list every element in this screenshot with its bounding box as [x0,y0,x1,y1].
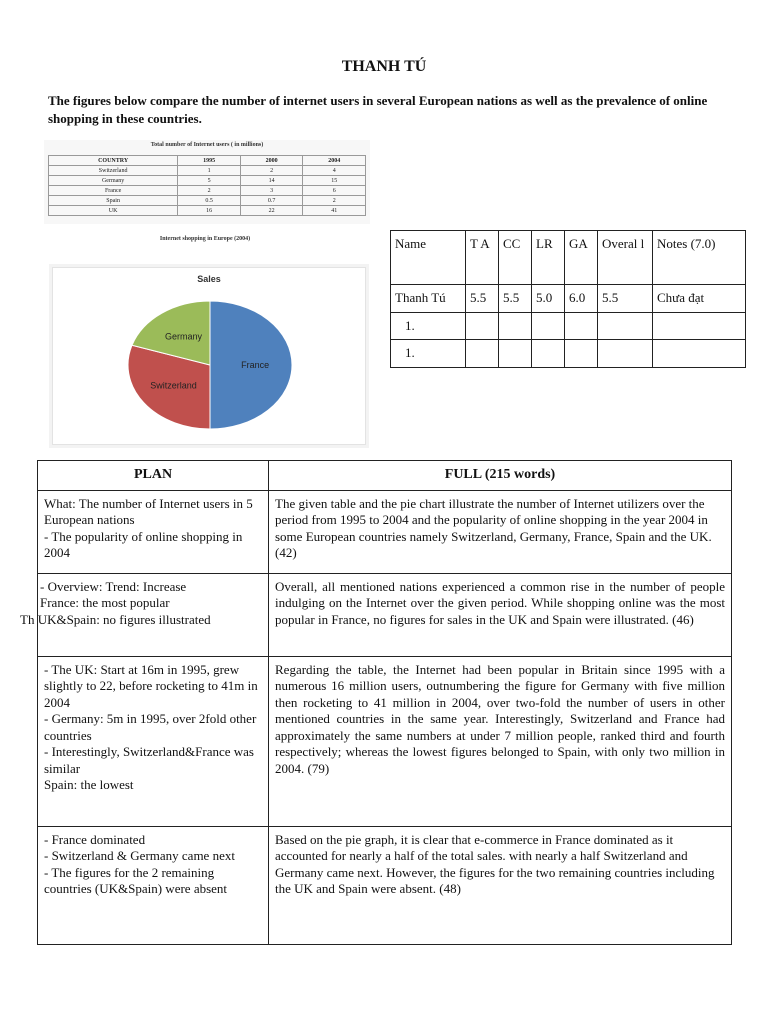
plan-row [38,573,732,656]
plan-line: - The UK: Start at 16m in 1995, grew slightly to 22, before rocketing to 41m in 2004 [44,661,258,710]
score-cell: Chưa đạt [653,285,746,313]
users-table-cell: 15 [303,176,366,186]
plan-line: - Overview: Trend: Increase [40,578,187,594]
score-header-cell: LR [532,231,565,285]
users-table-header-cell: 1995 [178,156,241,166]
score-row [391,285,746,313]
users-table-title: Total number of Internet users ( in millions) [150,142,264,148]
plan-header-row [38,461,732,491]
full-column-header: FULL (215 words) [269,461,732,491]
intro-paragraph: The figures below compare the number of internet users in several European nations as well as the prevalence of online shopping in these countries. [48,93,708,126]
score-row [391,340,746,368]
users-table-figure [44,140,370,224]
users-table-header [49,156,366,166]
users-table-header-cell: COUNTRY [49,156,178,166]
score-cell: 1. [391,312,466,340]
score-cell: 5.5 [466,285,499,313]
plan-cell [38,490,269,573]
plan-row [38,656,732,826]
users-table-cell: France [49,186,178,196]
score-header-cell: Notes (7.0) [653,231,746,285]
users-table-row [49,166,366,176]
score-cell [466,340,499,368]
score-cell [532,340,565,368]
score-cell [532,312,565,340]
users-table-cell: UK [49,206,178,216]
pie-chart-subtitle: Sales [197,274,221,284]
users-table-row [49,186,366,196]
full-cell: Regarding the table, the Internet had been popular in Britain since 1995 with a numerous 16 million users, outnumbering the figure for Germany with five million then rocketing to 41 million in 2004, over two-fold the number of users in other mentioned countries in the same year. Interestingly, Switzerland and France had approximately the same numbers at under 7 million people, ranked third and fourth respectively; whereas the lowest figures belonged to Spain, with only two million in 2004. (79) [269,656,732,826]
score-header-cell: GA [565,231,598,285]
users-table [48,155,366,216]
plan-line: - Germany: 5m in 1995, over 2fold other countries [44,711,257,743]
score-cell [598,340,653,368]
plan-line: Th UK&Spain: no figures illustrated [20,611,211,627]
users-table-cell: Germany [49,176,178,186]
full-cell: Overall, all mentioned nations experienced a common rise in the number of people indulging on the Internet over the given period. While shopping online was the most popular in France, no figures for sales in the UK and Spain were illustrated. (46) [269,573,732,656]
plan-cell [38,656,269,826]
score-cell: 5.0 [532,285,565,313]
score-table [390,230,746,368]
users-table-cell: 22 [240,206,303,216]
users-table-header-cell: 2004 [303,156,366,166]
score-cell [653,312,746,340]
users-table-cell: 0.5 [178,196,241,206]
users-table-row [49,176,366,186]
score-header-cell: T A [466,231,499,285]
users-table-cell: 6 [303,186,366,196]
pie-label-france: France [241,360,270,370]
full-cell: The given table and the pie chart illustrate the number of Internet utilizers over the period from 1995 to 2004 and the popularity of online shopping in the year 2004 in some European countries namely Switzerland, Germany, France, Spain and the UK. (42) [269,490,732,573]
users-table-row [49,206,366,216]
pie-chart [52,267,366,445]
plan-cell [38,826,269,944]
plan-line: - France dominated [44,831,146,847]
users-table-cell: 3 [240,186,303,196]
users-table-cell: 14 [240,176,303,186]
users-table-cell: 16 [178,206,241,216]
full-cell: Based on the pie graph, it is clear that e-commerce in France dominated as it accounted for nearly a half of the total sales. with nearly a half Switzerland and Germany came next. However, the figures for the two remaining countries including the UK and Spain were absent. (48) [269,826,732,944]
pie-chart-svg [53,268,365,444]
users-table-cell: Spain [49,196,178,206]
score-cell [565,340,598,368]
score-header-cell: CC [499,231,532,285]
score-header-row [391,231,746,285]
score-cell [598,312,653,340]
score-header-cell: Name [391,231,466,285]
users-table-cell: 2 [178,186,241,196]
plan-line: - Interestingly, Switzerland&France was similar [44,744,254,776]
plan-row [38,490,732,573]
score-cell: 6.0 [565,285,598,313]
plan-row [38,826,732,944]
score-cell [499,312,532,340]
users-table-cell: 4 [303,166,366,176]
users-table-cell: Switzerland [49,166,178,176]
score-cell [653,340,746,368]
users-table-cell: 2 [240,166,303,176]
score-cell [466,312,499,340]
plan-line: France: the most popular [40,595,170,610]
plan-table [20,460,732,945]
plan-cell [20,573,269,656]
score-cell: 5.5 [598,285,653,313]
plan-line: - Switzerland & Germany came next [44,848,235,863]
pie-label-switzerland: Switzerland [150,380,197,391]
users-table-cell: 0.7 [240,196,303,206]
plan-line: - The popularity of online shopping in 2004 [44,528,243,560]
score-cell [565,312,598,340]
users-table-cell: 41 [303,206,366,216]
plan-line: - The figures for the 2 remaining countries (UK&Spain) were absent [44,864,228,896]
plan-column-header: PLAN [38,461,269,491]
score-cell: 1. [391,340,466,368]
users-table-header-cell: 2000 [240,156,303,166]
score-row [391,312,746,340]
users-table-cell: 2 [303,196,366,206]
users-table-row [49,196,366,206]
plan-line: Spain: the lowest [44,777,134,792]
pie-label-germany: Germany [164,331,202,342]
score-cell: 5.5 [499,285,532,313]
pie-chart-title: Internet shopping in Europe (2004) [159,236,251,242]
score-cell: Thanh Tú [391,285,466,313]
users-table-cell: 1 [178,166,241,176]
score-header-cell: Overal l [598,231,653,285]
page-title: THANH TÚ [341,58,427,75]
users-table-cell: 5 [178,176,241,186]
score-cell [499,340,532,368]
plan-line: What: The number of Internet users in 5 European nations [44,495,253,527]
